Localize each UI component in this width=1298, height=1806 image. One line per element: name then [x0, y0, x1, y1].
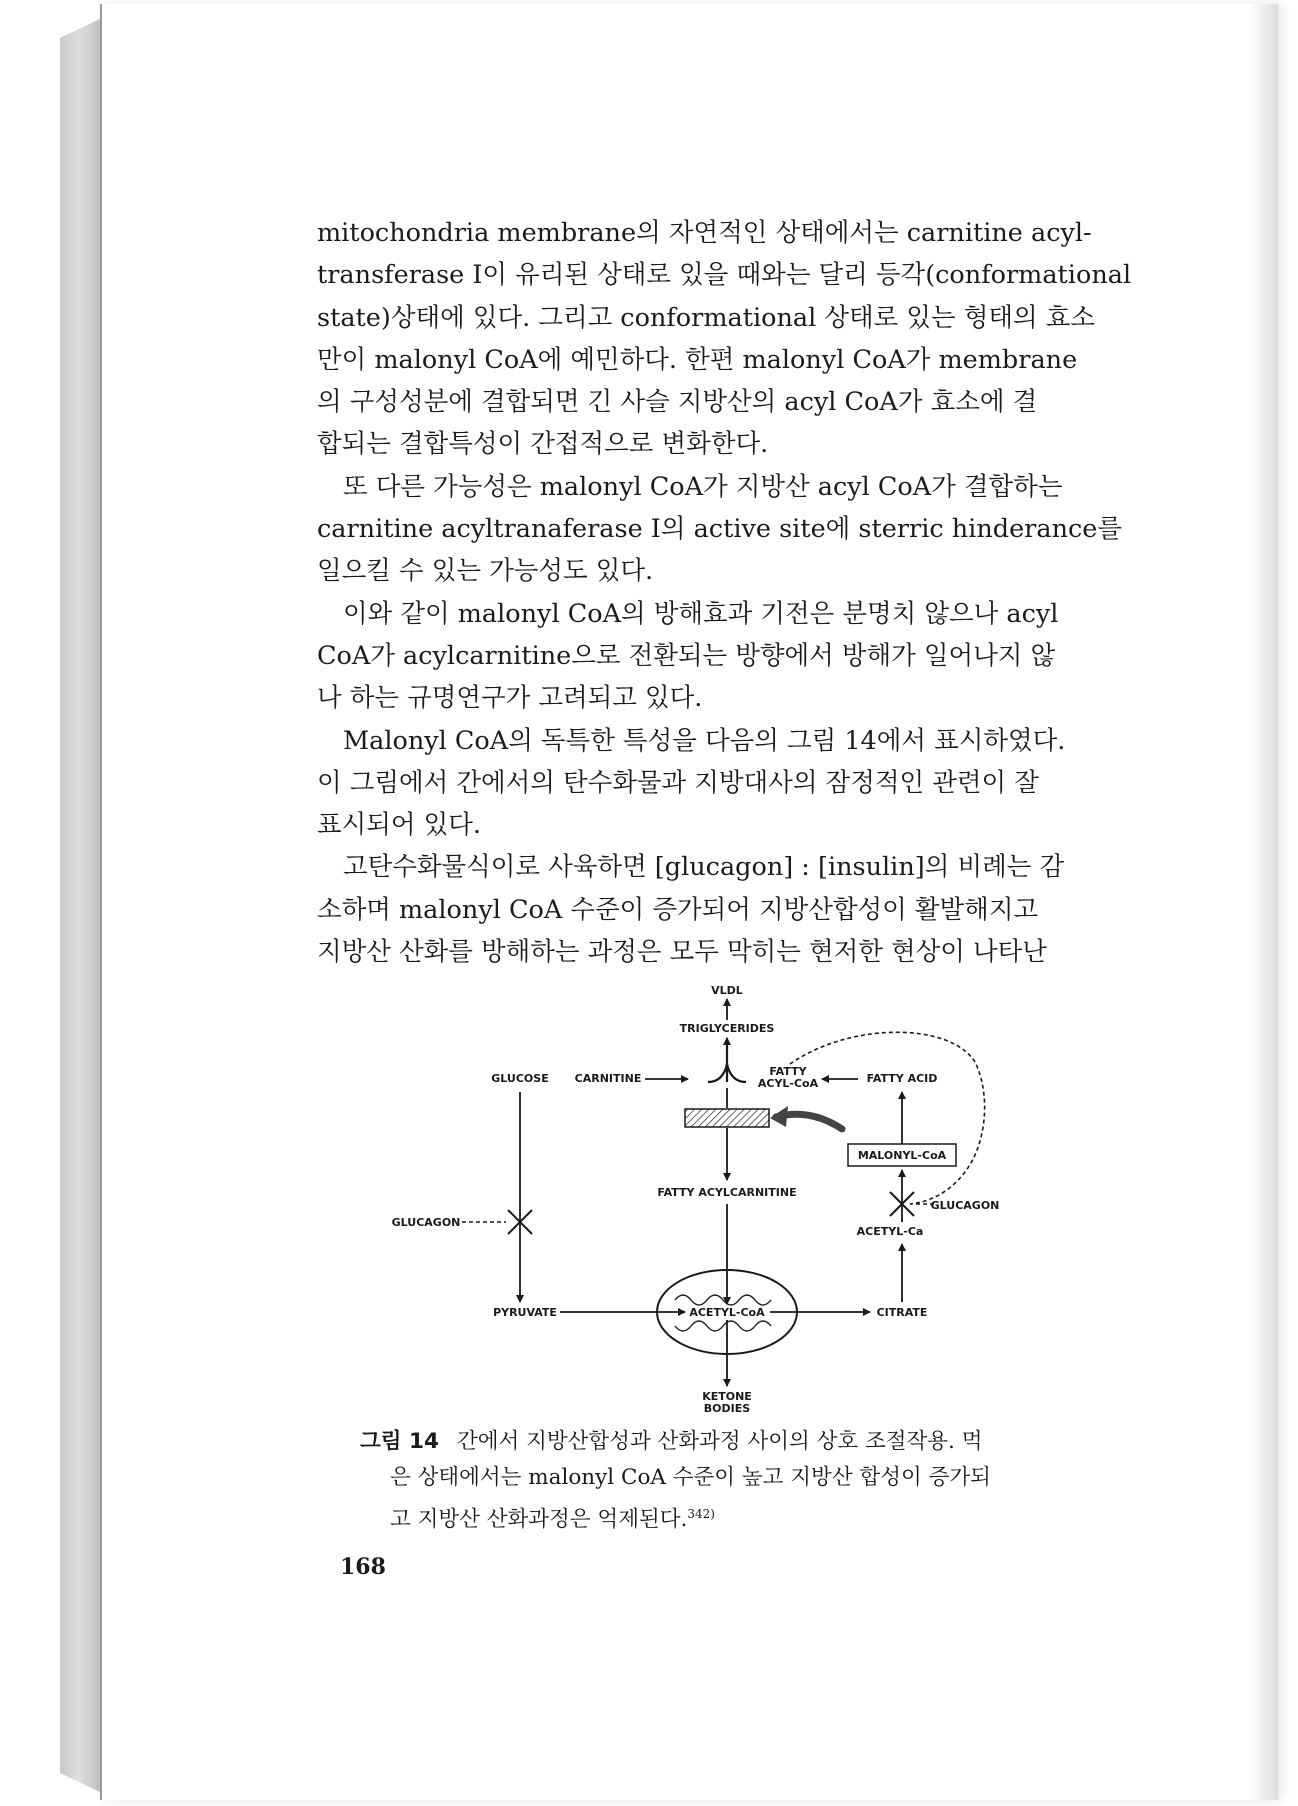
text-line: 소하며 malonyl CoA 수준이 증가되어 지방산합성이 활발해지고 — [317, 894, 1039, 925]
text-line: 또 다른 가능성은 malonyl CoA가 지방산 acyl CoA가 결합하는 — [343, 471, 1063, 502]
label-glucose: GLUCOSE — [491, 1072, 549, 1085]
glucagon-block-left — [462, 1210, 532, 1234]
label-fatty-acyl-coa-2: ACYL-CoA — [757, 1077, 819, 1090]
text-line: 만이 malonyl CoA에 예민하다. 한편 malonyl CoA가 membrane — [317, 344, 1078, 375]
carnitine-acyltransferase-block — [685, 1109, 769, 1127]
text-line: carnitine acyltranaferase I의 active site에 sterric hinderance를 — [317, 514, 1122, 545]
caption-line — [360, 1496, 1090, 1538]
text-line: mitochondria membrane의 자연적인 상태에서는 carnitine acyl- — [317, 218, 1092, 248]
text-line: 나 하는 규명연구가 고려되고 있다. — [317, 683, 703, 714]
figure-caption — [360, 1424, 1090, 1538]
text-line: CoA가 acylcarnitine으로 전환되는 방향에서 방해가 일어나지 않 — [317, 640, 1056, 671]
inhibition-arrowhead — [770, 1106, 788, 1127]
page-edge-shadow — [1248, 4, 1278, 1800]
branch-carnitine — [708, 1064, 727, 1082]
caption-label: 그림 14 — [360, 1429, 439, 1454]
label-acetyl-ca: ACETYL-Ca — [856, 1225, 924, 1238]
caption-text-1: 간에서 지방산합성과 산화과정 사이의 상호 조절작용. 먹 — [456, 1429, 983, 1454]
label-malonyl-coa: MALONYL-CoA — [857, 1149, 947, 1162]
paragraph-5 — [317, 846, 1137, 973]
text-line: 이 그림에서 간에서의 탄수화물과 지방대사의 잠정적인 관련이 잘 — [317, 767, 1039, 798]
label-glucagon-right: GLUCAGON — [930, 1199, 1000, 1212]
text-line: state)상태에 있다. 그리고 conformational 상태로 있는 형태의 효소 — [317, 302, 1096, 333]
book-spine — [60, 18, 102, 1793]
text-line: 일으킬 수 있는 가능성도 있다. — [317, 556, 654, 587]
label-acetyl-coa: ACETYL-CoA — [689, 1306, 765, 1319]
caption-reference: 342) — [687, 1507, 715, 1521]
label-citrate: CITRATE — [876, 1306, 928, 1319]
text-line: 지방산 산화를 방해하는 과정은 모두 막히는 현저한 현상이 나타난 — [317, 937, 1047, 968]
figure-14-diagram — [390, 982, 1000, 1420]
caption-line — [360, 1424, 1090, 1460]
paragraph-2 — [317, 466, 1137, 593]
label-carnitine: CARNITINE — [574, 1072, 642, 1085]
label-ketone: KETONE — [702, 1390, 752, 1403]
label-fatty-acyl-coa-1: FATTY — [769, 1065, 807, 1078]
text-line: 이와 같이 malonyl CoA의 방해효과 기전은 분명치 않으나 acyl — [343, 598, 1059, 629]
branch-fatty-acyl — [727, 1064, 746, 1082]
body-text — [317, 212, 1137, 973]
label-pyruvate: PYRUVATE — [493, 1306, 557, 1319]
paragraph-1 — [317, 212, 1137, 466]
pathway-diagram — [390, 982, 1000, 1420]
caption-line: 은 상태에서는 malonyl CoA 수준이 높고 지방산 합성이 증가되 — [390, 1465, 991, 1490]
text-line: 합되는 결합특성이 간접적으로 변화한다. — [317, 429, 769, 460]
label-fatty-acid: FATTY ACID — [866, 1072, 938, 1085]
glucagon-block-right — [890, 1192, 936, 1216]
text-line: transferase I이 유리된 상태로 있을 때와는 달리 등각(conformational — [317, 260, 1132, 291]
label-bodies: BODIES — [703, 1402, 751, 1415]
caption-text-3: 고 지방산 산화과정은 억제된다. — [390, 1507, 688, 1533]
label-triglycerides: TRIGLYCERIDES — [679, 1022, 775, 1035]
text-line: Malonyl CoA의 독특한 특성을 다음의 그림 14에서 표시하였다. — [343, 725, 1066, 756]
page-number: 168 — [340, 1554, 386, 1580]
paragraph-3 — [317, 593, 1137, 720]
text-line: 의 구성성분에 결합되면 긴 사슬 지방산의 acyl CoA가 효소에 결 — [317, 387, 1038, 418]
label-glucagon-left: GLUCAGON — [391, 1216, 461, 1229]
label-vldl: VLDL — [711, 984, 743, 997]
text-line: 표시되어 있다. — [317, 810, 482, 841]
paragraph-4 — [317, 720, 1137, 847]
label-fatty-acylcarnitine: FATTY ACYLCARNITINE — [657, 1186, 797, 1199]
text-line: 고탄수화물식이로 사육하면 [glucagon] : [insulin]의 비례는 감 — [343, 852, 1065, 883]
